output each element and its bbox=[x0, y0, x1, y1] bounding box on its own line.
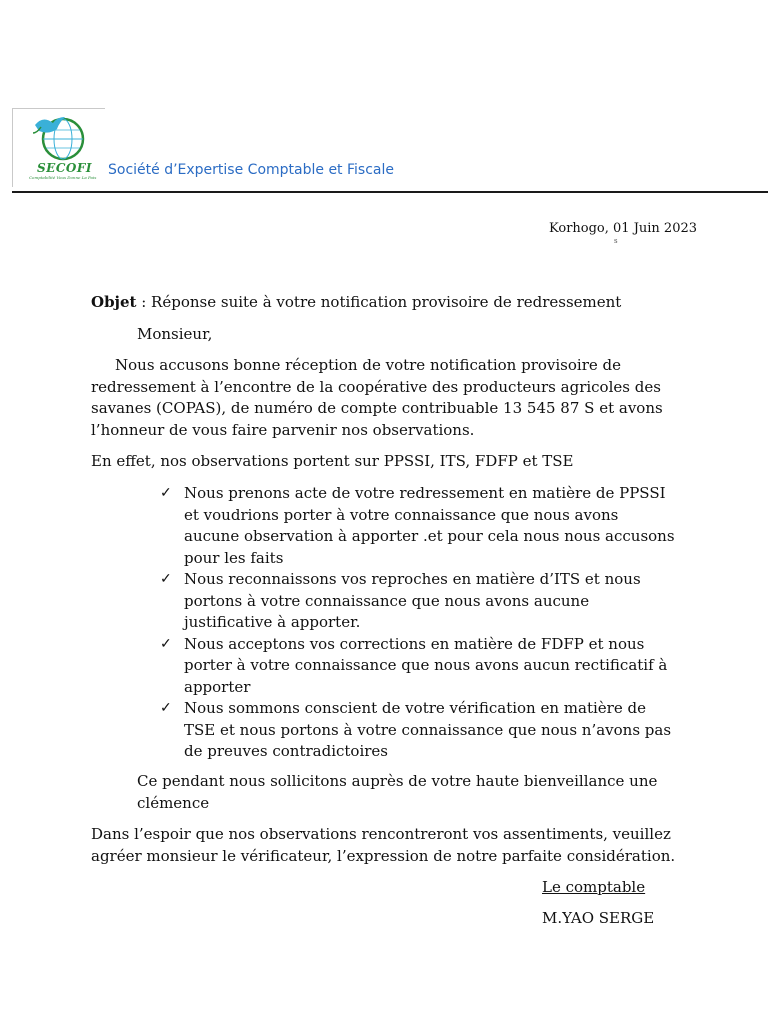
signer-name: M.YAO SERGE bbox=[542, 909, 655, 927]
list-item-line: apporter bbox=[184, 677, 251, 696]
paragraph-closing bbox=[91, 824, 675, 867]
paragraph-line: Dans l’espoir que nos observations rencontreront vos assentiments, veuillez bbox=[91, 825, 671, 843]
paragraph-request bbox=[137, 771, 657, 814]
list-item-line: Nous sommons conscient de votre vérification en matière de bbox=[184, 699, 646, 717]
letter-subject bbox=[91, 292, 621, 314]
list-item-line: porter à votre connaissance que nous avons aucun rectificatif à bbox=[184, 656, 668, 674]
paragraph-intro bbox=[91, 355, 663, 441]
list-item-line: de preuves contradictoires bbox=[184, 742, 389, 760]
list-item-line: portons à votre connaissance que nous avons aucune bbox=[184, 591, 590, 610]
list-item bbox=[160, 698, 675, 763]
logo-name: SECOFI bbox=[37, 161, 92, 175]
list-item-line: justificative à apporter. bbox=[184, 613, 361, 631]
dove-globe-icon bbox=[27, 111, 91, 163]
list-item-line: Nous acceptons vos corrections en matière de FDFP et nous bbox=[184, 634, 645, 653]
company-name: Société d’Expertise Comptable et Fiscale bbox=[108, 162, 394, 178]
paragraph-line: savanes (COPAS), de numéro de compte contribuable 13 545 87 S et avons bbox=[91, 399, 663, 417]
list-item-line: pour les faits bbox=[184, 548, 284, 567]
observations-list bbox=[160, 483, 675, 763]
letter-date: Korhogo, 01 Juin 2023 bbox=[549, 221, 698, 236]
list-item bbox=[160, 634, 675, 699]
paragraph-scope: En effet, nos observations portent sur PPSSI, ITS, FDFP et TSE bbox=[91, 452, 574, 470]
list-item bbox=[160, 569, 675, 634]
subject-label: Objet bbox=[91, 293, 137, 311]
list-item bbox=[160, 483, 675, 569]
list-item-line: TSE et nous portons à votre connaissance que nous n’avons pas bbox=[184, 720, 672, 739]
paragraph-line: l’honneur de vous faire parvenir nos observations. bbox=[91, 420, 475, 439]
header-divider bbox=[12, 191, 768, 193]
salutation: Monsieur, bbox=[137, 325, 213, 343]
list-item-line: aucune observation à apporter .et pour cela nous nous accusons bbox=[184, 527, 675, 545]
paragraph-line: Nous accusons bonne réception de votre notification provisoire de bbox=[115, 356, 621, 374]
list-item-line: Nous prenons acte de votre redressement en matière de PPSSI bbox=[184, 484, 666, 502]
check-icon: ✓ bbox=[160, 700, 172, 716]
signer-title: Le comptable bbox=[542, 878, 646, 896]
paragraph-line: agréer monsieur le vérificateur, l’expression de notre parfaite considération. bbox=[91, 846, 676, 865]
subject-text: : Réponse suite à votre notification provisoire de redressement bbox=[136, 293, 622, 311]
list-item-line: Nous reconnaissons vos reproches en matière d’ITS et nous bbox=[184, 570, 641, 588]
date-mark: s bbox=[614, 237, 618, 245]
logo-tagline: Comptabilité Vous Donne La Paix bbox=[29, 175, 97, 180]
paragraph-line: clémence bbox=[137, 793, 210, 812]
paragraph-line: redressement à l’encontre de la coopérative des producteurs agricoles des bbox=[91, 377, 661, 396]
list-item-line: et voudrions porter à votre connaissance que nous avons bbox=[184, 505, 619, 524]
check-icon: ✓ bbox=[160, 571, 172, 587]
check-icon: ✓ bbox=[160, 635, 172, 652]
company-logo bbox=[12, 108, 105, 187]
check-icon: ✓ bbox=[160, 485, 172, 501]
paragraph-line: Ce pendant nous sollicitons auprès de votre haute bienveillance une bbox=[137, 772, 658, 790]
